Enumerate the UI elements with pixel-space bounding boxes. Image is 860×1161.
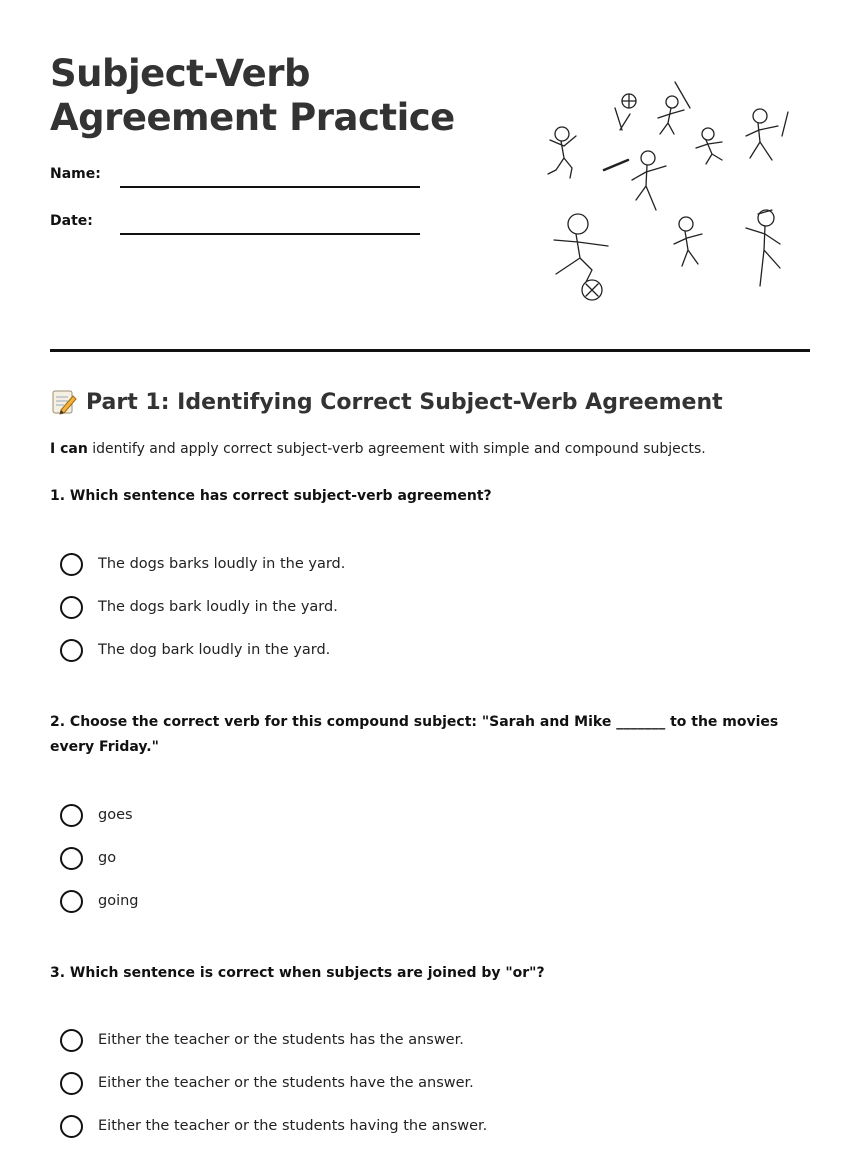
question-1-option-2[interactable]: [60, 594, 338, 620]
question-3-option-3[interactable]: [60, 1113, 487, 1139]
name-field[interactable]: [50, 166, 420, 196]
memo-icon: [50, 388, 78, 416]
date-line[interactable]: [120, 233, 420, 235]
part1-title: Part 1: Identifying Correct Subject-Verb Agreement: [86, 389, 723, 415]
question-2-option-3[interactable]: [60, 888, 139, 914]
option-label: Either the teacher or the students has the answer.: [98, 1032, 464, 1048]
date-label: Date:: [50, 213, 93, 229]
option-label: The dog bark loudly in the yard.: [98, 642, 331, 658]
radio-button[interactable]: [60, 890, 83, 913]
title-line-2: Agreement Practice: [50, 96, 455, 139]
radio-button[interactable]: [60, 639, 83, 662]
question-1-option-3[interactable]: [60, 637, 330, 663]
date-field[interactable]: [50, 213, 420, 243]
option-label: goes: [98, 807, 133, 823]
learning-goal: [50, 441, 706, 457]
radio-button[interactable]: [60, 1072, 83, 1095]
name-label: Name:: [50, 166, 101, 182]
question-1: 1. Which sentence has correct subject-verb agreement?: [50, 488, 492, 504]
learning-goal-text: identify and apply correct subject-verb agreement with simple and compound subjects.: [87, 441, 706, 457]
radio-button[interactable]: [60, 553, 83, 576]
radio-button[interactable]: [60, 596, 83, 619]
header-divider: [50, 349, 810, 352]
question-3-option-1[interactable]: [60, 1027, 464, 1053]
part1-heading: [50, 388, 723, 416]
option-label: The dogs bark loudly in the yard.: [98, 599, 338, 615]
option-label: Either the teacher or the students have the answer.: [98, 1075, 474, 1091]
learning-goal-bold: I can: [50, 441, 88, 457]
radio-button[interactable]: [60, 847, 83, 870]
name-line[interactable]: [120, 186, 420, 188]
children-playing-sports-illustration: [540, 78, 790, 308]
worksheet-title: [50, 52, 455, 140]
question-3: 3. Which sentence is correct when subjects are joined by "or"?: [50, 965, 545, 981]
question-2-option-1[interactable]: [60, 802, 133, 828]
radio-button[interactable]: [60, 1115, 83, 1138]
radio-button[interactable]: [60, 804, 83, 827]
title-line-1: Subject-Verb: [50, 52, 310, 95]
option-label: going: [98, 893, 139, 909]
radio-button[interactable]: [60, 1029, 83, 1052]
question-3-option-2[interactable]: [60, 1070, 474, 1096]
option-label: The dogs barks loudly in the yard.: [98, 556, 346, 572]
question-1-option-1[interactable]: [60, 551, 345, 577]
option-label: Either the teacher or the students having the answer.: [98, 1118, 488, 1134]
question-2-option-2[interactable]: [60, 845, 116, 871]
option-label: go: [98, 850, 117, 866]
question-2: 2. Choose the correct verb for this compound subject: "Sarah and Mike _______ to the movies every Friday.": [50, 714, 779, 755]
